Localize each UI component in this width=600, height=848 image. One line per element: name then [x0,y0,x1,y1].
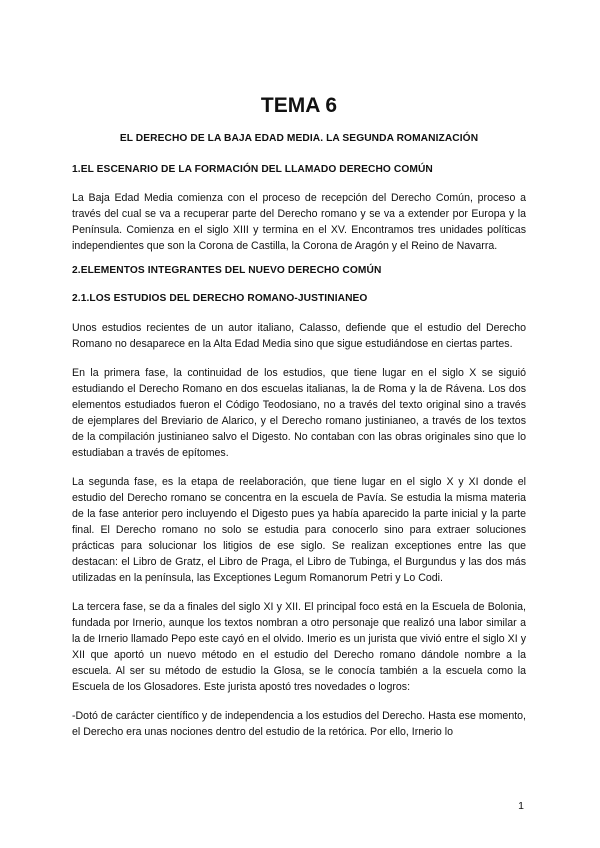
section-2-1-paragraph-3: La segunda fase, es la etapa de reelaboración, que tiene lugar en el siglo X y XI donde el estudio del Derecho romano se concentra en la escuela de Pavía. Se estudia la misma materia de la fase anterior pero incluyendo el Digesto pues ya había aparecido la parte inicial y la parte final. El Derecho romano no solo se estudia para conocerlo sino para extraer soluciones prácticas para solucionar los litigios de ese siglo. Se realizan exceptiones entre las que destacan: el Libro de Gratz, el Libro de Praga, el Libro de Tubinga, el Burgundus y las dos más utilizadas en la península, las Exceptiones Legum Romanorum Petri y Lo Codi. [72,476,526,584]
section-1-heading: 1.EL ESCENARIO DE LA FORMACIÓN DEL LLAMADO DERECHO COMÚN [72,164,433,175]
document-subtitle: EL DERECHO DE LA BAJA EDAD MEDIA. LA SEGUNDA ROMANIZACIÓN [119,133,479,144]
section-2-heading: 2.ELEMENTOS INTEGRANTES DEL NUEVO DERECHO COMÚN [72,265,382,276]
section-2-1-heading: 2.1.LOS ESTUDIOS DEL DERECHO ROMANO-JUSTINIANEO [72,293,368,304]
section-2-1-paragraph-2: En la primera fase, la continuidad de los estudios, que tiene lugar en el siglo X se siguió estudiando el Derecho Romano en dos escuelas italianas, la de Roma y la de Rávena. Los dos elementos estudiados fueron el Código Teodosiano, no a través del texto original sino a través de ejemplares del Breviario de Alarico, y el Derecho romano justinianeo, a través de los textos de la compilación justinianeo salvo el Digesto. No contaban con las obras originales sino que lo estudiaban a través de epítomes. [72,367,526,459]
page-number: 1 [518,800,524,812]
section-1-paragraph: La Baja Edad Media comienza con el proceso de recepción del Derecho Común, proceso a través del cual se va a recuperar parte del Derecho romano y se va a extender por Europa y la Península. Comienza en el siglo XIII y termina en el XV. Encontramos tres unidades políticas independientes que son la Corona de Castilla, la Corona de Aragón y el Reino de Navarra. [72,192,526,252]
section-2-1-paragraph-1: Unos estudios recientes de un autor italiano, Calasso, defiende que el estudio del Derecho Romano no desaparece en la Alta Edad Media sino que sigue estudiándose en ciertas partes. [72,322,526,350]
section-2-1-paragraph-5: -Dotó de carácter científico y de independencia a los estudios del Derecho. Hasta ese momento, el Derecho era unas nociones dentro del estudio de la retórica. Por ello, Irnerio lo [72,710,526,738]
section-2-1-paragraph-4: La tercera fase, se da a finales del siglo XI y XII. El principal foco está en la Escuela de Bolonia, fundada por Irnerio, aunque los textos nombran a otro personaje que realizó una labor similar a la de Irnerio llamado Pepo este cayó en el olvido. Imerio es un jurista que vivió entre el siglo XI y XII que aportó un nuevo método en el estudio del Derecho romano dándole nombre a la escuela. Al ser su método de estudio la Glosa, se le conocía también a la escuela como la Escuela de los Glosadores. Este jurista apostó tres novedades o logros: [72,601,526,693]
document-title: TEMA 6 [260,94,338,117]
page-content [72,92,526,740]
